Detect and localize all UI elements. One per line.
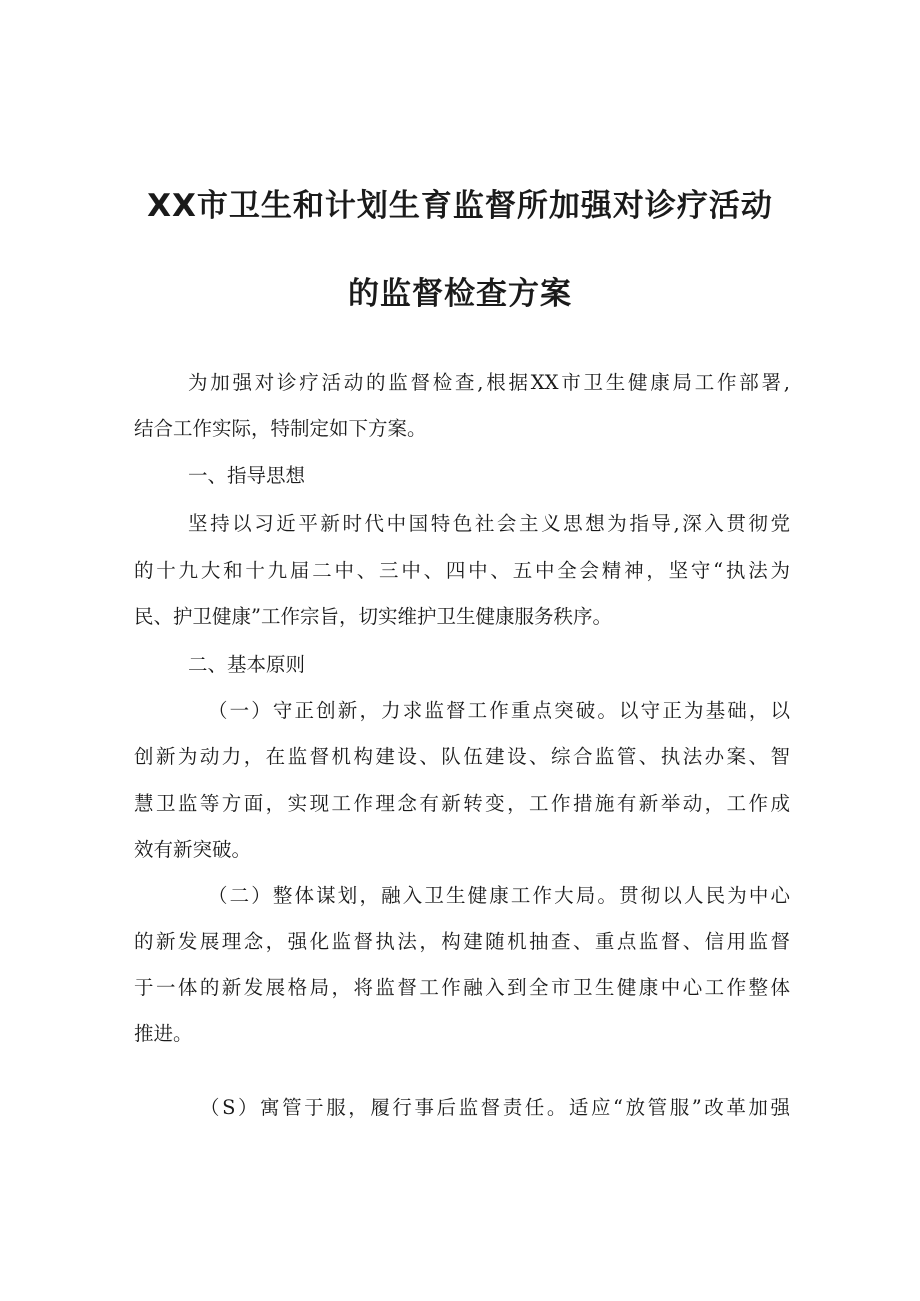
principle-1-line-1: （一）守正创新，力求监督工作重点突破。以守正为基础，以 (208, 699, 790, 722)
guiding-line-1: 坚持以习近平新时代中国特色社会主义思想为指导,深入贯彻党 (188, 512, 790, 535)
principle-2-line-3: 于一体的新发展格局，将监督工作融入到全市卫生健康中心工作整体 (134, 976, 790, 999)
document-title-line-1: XX市卫生和计划生育监督所加强对诊疗活动 (147, 188, 773, 224)
principle-2-line-1: （二）整体谋划，融入卫生健康工作大局。贯彻以人民为中心 (208, 884, 790, 907)
principle-1-line-3: 慧卫监等方面，实现工作理念有新转变，工作措施有新举动，工作成 (134, 792, 790, 815)
principle-1-line-4: 效有新突破。 (134, 838, 252, 861)
guiding-line-3: 民、护卫健康”工作宗旨，切实维护卫生健康服务秩序。 (134, 605, 612, 628)
intro-line-1: 为加强对诊疗活动的监督检查,根据XX市卫生健康局工作部署, (188, 371, 790, 394)
principle-1-line-2: 创新为动力，在监督机构建设、队伍建设、综合监管、执法办案、智 (134, 745, 790, 768)
principle-3-line-1: （S）寓管于服，履行事后监督责任。适应“放管服”改革加强 (200, 1096, 790, 1119)
section-heading-2: 二、基本原则 (188, 653, 306, 676)
document-title-line-2: 的监督检查方案 (348, 276, 572, 312)
principle-2-line-4: 推进。 (134, 1022, 193, 1045)
guiding-line-2: 的十九大和十九届二中、三中、四中、五中全会精神，坚守“执法为 (134, 559, 790, 582)
principle-2-line-2: 的新发展理念，强化监督执法，构建随机抽查、重点监督、信用监督 (134, 930, 790, 953)
intro-line-2: 结合工作实际，特制定如下方案。 (134, 417, 427, 440)
section-heading-1: 一、指导思想 (188, 464, 306, 487)
